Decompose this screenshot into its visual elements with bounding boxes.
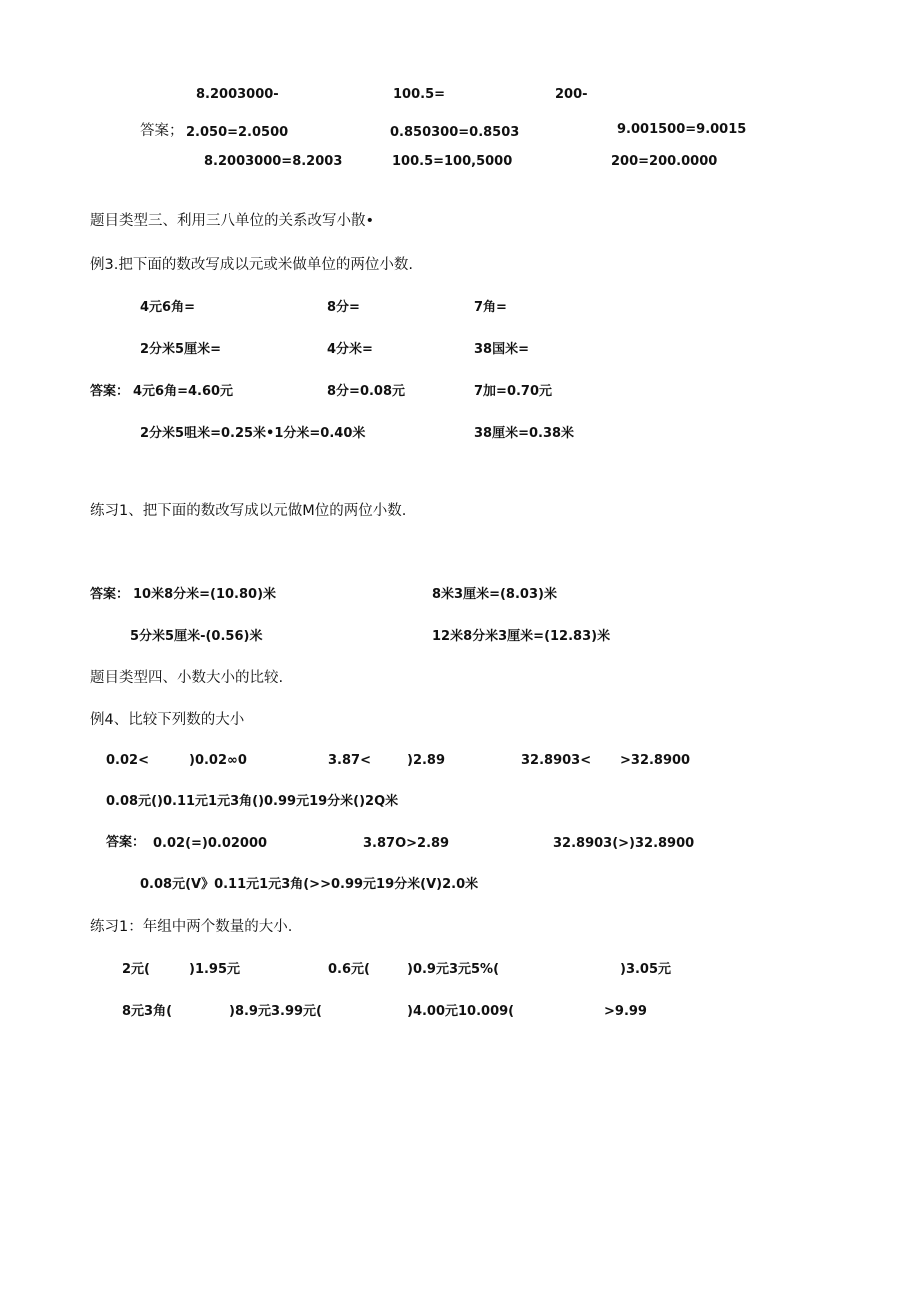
ex3-a5: 38厘米=0.38米 <box>474 426 575 441</box>
ex3-a2: 8分=0.08元 <box>327 384 406 399</box>
practice1-answer-label: 答案： <box>90 587 130 602</box>
practice2-q1b: )1.95元 <box>189 962 241 977</box>
example4-text: 例4、比较下列数的大小 <box>90 712 245 728</box>
ex4-a1: 0.02(=)0.02000 <box>153 836 268 851</box>
ex4-q2b: )2.89 <box>407 753 446 768</box>
ex4-q2a: 3.87< <box>328 753 371 768</box>
practice2-q3b: )3.05元 <box>620 962 672 977</box>
ex3-q4: 2分米5厘米= <box>140 342 221 357</box>
practice1-heading: 练习1、把下面的数改写成以元做M位的两位小数. <box>90 503 407 519</box>
practice1-a3: 5分米5厘米-(0.56)米 <box>130 629 263 644</box>
top-answer-2: 0.850300=0.8503 <box>390 125 520 140</box>
practice2-q1a: 2元( <box>122 962 150 977</box>
practice2-q5b: )4.00元10.009( <box>407 1004 515 1019</box>
ex3-q3: 7角= <box>474 300 507 315</box>
top-answer-label: 答案； <box>140 123 184 139</box>
ex4-q3b: >32.8900 <box>620 753 691 768</box>
practice1-a2: 8米3厘米=(8.03)米 <box>432 587 557 602</box>
top-answer-1: 2.050=2.0500 <box>186 125 289 140</box>
top-q3: 200- <box>555 87 588 102</box>
ex3-a3: 7加=0.70元 <box>474 384 553 399</box>
practice1-a4: 12米8分米3厘米=(12.83)米 <box>432 629 611 644</box>
type4-heading: 题目类型四、小数大小的比较. <box>90 670 284 686</box>
ex4-q1a: 0.02< <box>106 753 149 768</box>
top-q1: 8.2003000- <box>196 87 279 102</box>
ex4-q4: 0.08元()0.11元1元3角()0.99元19分米()2Q米 <box>106 794 399 809</box>
practice1-a1: 10米8分米=(10.80)米 <box>133 587 277 602</box>
top-answer-3: 9.001500=9.0015 <box>617 122 747 137</box>
practice2-q4a: 8元3角( <box>122 1004 173 1019</box>
ex4-a3: 32.8903(>)32.8900 <box>553 836 695 851</box>
top-q2: 100.5= <box>393 87 446 102</box>
practice2-q2a: 0.6元( <box>328 962 370 977</box>
top-answer-6: 200=200.0000 <box>611 154 718 169</box>
ex4-q3a: 32.8903< <box>521 753 592 768</box>
ex3-answer-label: 答案： <box>90 384 130 399</box>
type3-heading: 题目类型三、利用三八单位的关系改写小散• <box>90 213 375 229</box>
ex4-q1b: )0.02∞0 <box>189 753 247 768</box>
example3-text: 例3.把下面的数改写成以元或米做单位的两位小数. <box>90 257 413 273</box>
ex3-q5: 4分米= <box>327 342 373 357</box>
ex4-a4: 0.08元(V》0.11元1元3角(>>0.99元19分米(V)2.0米 <box>140 877 479 892</box>
top-answer-4: 8.2003000=8.2003 <box>204 154 343 169</box>
ex3-q1: 4元6角= <box>140 300 195 315</box>
top-answer-5: 100.5=100,5000 <box>392 154 513 169</box>
ex3-a4: 2分米5咀米=0.25米•1分米=0.40米 <box>140 426 366 441</box>
ex3-q6: 38国米= <box>474 342 529 357</box>
practice2-heading: 练习1：年组中两个数量的大小. <box>90 919 293 935</box>
ex4-a2: 3.87O>2.89 <box>363 836 450 851</box>
ex4-answer-label: 答案： <box>106 835 146 850</box>
practice2-q4b: )8.9元3.99元( <box>229 1004 322 1019</box>
practice2-q6b: >9.99 <box>604 1004 647 1019</box>
practice2-q2b: )0.9元3元5%( <box>407 962 500 977</box>
ex3-q2: 8分= <box>327 300 360 315</box>
ex3-a1: 4元6角=4.60元 <box>133 384 234 399</box>
